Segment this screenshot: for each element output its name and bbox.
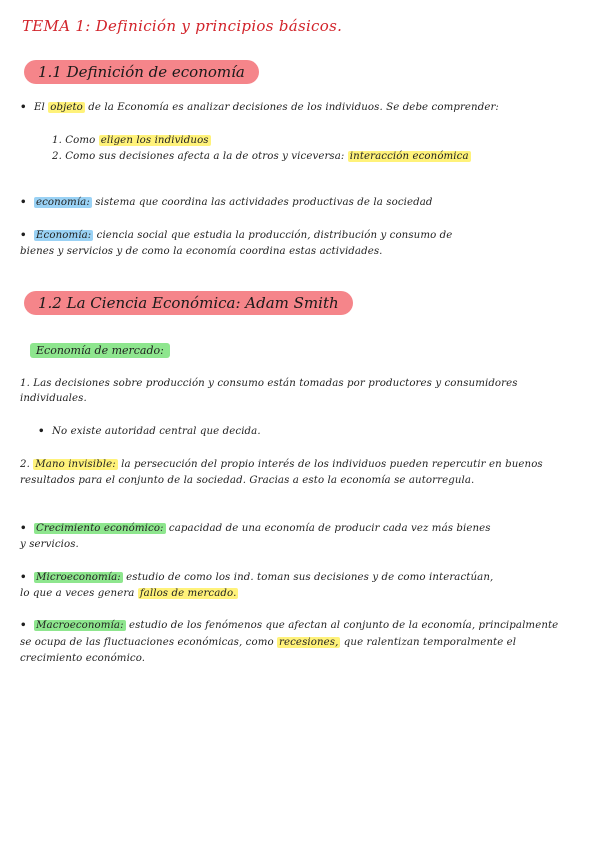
intro-post: de la Economía es analizar decisiones de los individuos. Se debe comprender: xyxy=(84,102,499,113)
section-header-ciencia: 1.2 La Ciencia Económica: Adam Smith xyxy=(24,291,353,315)
bullet-icon: • xyxy=(38,425,45,437)
section-header-definicion: 1.1 Definición de economía xyxy=(24,60,259,84)
def-economia-2-cont: bienes y servicios y de como la economía coordina estas actividades. xyxy=(20,246,383,257)
highlight-mano-invisible: Mano invisible: xyxy=(35,459,116,470)
bullet-icon: • xyxy=(20,571,27,583)
micro-cont xyxy=(20,587,580,600)
def-economia-2 xyxy=(20,229,580,242)
label-economia-mercado: Economía de mercado: xyxy=(30,343,170,358)
macro-line xyxy=(20,619,580,632)
crecimiento-cont: y servicios. xyxy=(20,539,79,550)
intro-line xyxy=(20,101,580,114)
macro-cont-pre: se ocupa de las fluctuaciones económicas, como xyxy=(20,637,278,648)
highlight-microeconomia: Microeconomía: xyxy=(36,572,121,583)
macro-cont-post: que ralentizan temporalmente el xyxy=(340,637,517,648)
mercado-point-2 xyxy=(20,458,580,471)
item2-pre: 2. Como sus decisiones afecta a la de otros y viceversa: xyxy=(52,151,348,162)
item1-pre: 1. Como xyxy=(52,135,99,146)
bullet-icon: • xyxy=(20,619,27,631)
crec-text: capacidad de una economía de producir cada vez más bienes xyxy=(165,523,491,534)
mercado-point-1-cont: individuales. xyxy=(20,393,87,404)
mercado-subpoint xyxy=(38,425,598,438)
page-title: TEMA 1: Definición y principios básicos. xyxy=(22,17,343,35)
mercado-point-1: 1. Las decisiones sobre producción y consumo están tomadas por productores y consumidores xyxy=(20,378,518,389)
macro-text: estudio de los fenómenos que afectan al conjunto de la economía, principalmente xyxy=(125,620,559,631)
highlight-macroeconomia: Macroeconomía: xyxy=(36,620,124,631)
list-item-2 xyxy=(52,150,599,163)
bullet-icon: • xyxy=(20,101,27,113)
highlight-crecimiento: Crecimiento económico: xyxy=(36,523,164,534)
highlight-economia-1: economía: xyxy=(36,197,90,208)
highlight-economia-2: Economía: xyxy=(36,230,92,241)
subpoint-text: No existe autoridad central que decida. xyxy=(52,426,261,437)
macro-cont-2: crecimiento económico. xyxy=(20,653,146,664)
highlight-objeto: objeto xyxy=(50,102,83,113)
def2-text: ciencia social que estudia la producción, distribución y consumo de xyxy=(93,230,453,241)
micro-text: estudio de como los ind. toman sus decisiones y de como interactúan, xyxy=(122,572,494,583)
highlight-eligen: eligen los individuos xyxy=(100,135,209,146)
def1-text: sistema que coordina las actividades productivas de la sociedad xyxy=(91,197,433,208)
intro-pre: El xyxy=(34,102,49,113)
point2-pre: 2. xyxy=(20,459,34,470)
crecimiento-line xyxy=(20,522,580,535)
bullet-icon: • xyxy=(20,229,27,241)
macro-cont xyxy=(20,636,580,649)
bullet-icon: • xyxy=(20,196,27,208)
micro-line xyxy=(20,571,580,584)
highlight-interaccion: interacción económica xyxy=(349,151,469,162)
bullet-icon: • xyxy=(20,522,27,534)
list-item-1 xyxy=(52,134,599,147)
highlight-fallos: fallos de mercado. xyxy=(139,588,237,599)
mercado-point-2-cont: resultados para el conjunto de la sociedad. Gracias a esto la economía se autorregula. xyxy=(20,475,475,486)
micro-cont-pre: lo que a veces genera xyxy=(20,588,138,599)
point2-text: la persecución del propio interés de los individuos pueden repercutir en buenos xyxy=(117,459,543,470)
highlight-recesiones: recesiones, xyxy=(279,637,339,648)
def-economia-1 xyxy=(20,196,580,209)
